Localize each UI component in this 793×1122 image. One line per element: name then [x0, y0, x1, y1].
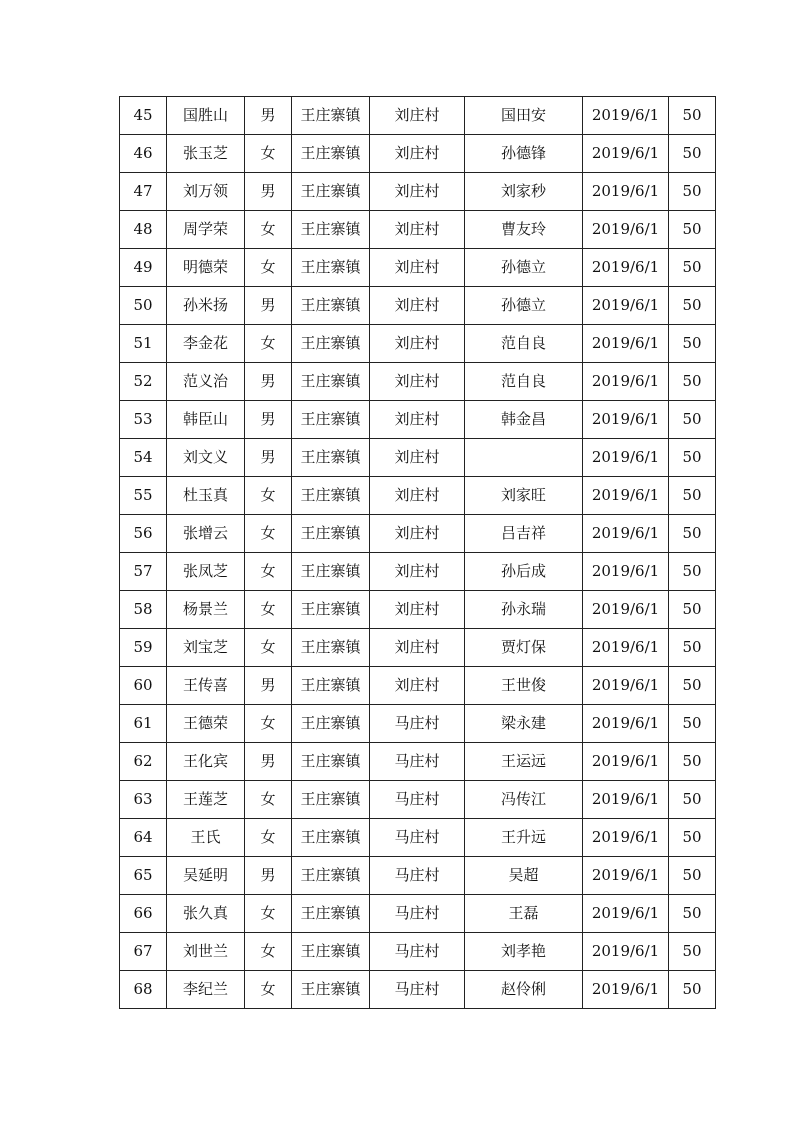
cell-town: 王庄寨镇 — [292, 287, 370, 325]
cell-town: 王庄寨镇 — [292, 363, 370, 401]
cell-name: 张凤芝 — [167, 553, 245, 591]
cell-date: 2019/6/1 — [583, 135, 669, 173]
table-row — [120, 173, 716, 211]
cell-payee: 范自良 — [465, 325, 583, 363]
cell-sex: 男 — [245, 287, 292, 325]
cell-name: 王氏 — [167, 819, 245, 857]
cell-number: 45 — [120, 97, 167, 135]
cell-number: 49 — [120, 249, 167, 287]
cell-amount: 50 — [669, 211, 716, 249]
cell-number: 66 — [120, 895, 167, 933]
cell-payee: 曹友玲 — [465, 211, 583, 249]
cell-payee: 刘孝艳 — [465, 933, 583, 971]
cell-date: 2019/6/1 — [583, 97, 669, 135]
cell-amount: 50 — [669, 667, 716, 705]
cell-town: 王庄寨镇 — [292, 97, 370, 135]
table-row — [120, 553, 716, 591]
cell-town: 王庄寨镇 — [292, 211, 370, 249]
cell-sex: 男 — [245, 363, 292, 401]
cell-town: 王庄寨镇 — [292, 819, 370, 857]
cell-number: 50 — [120, 287, 167, 325]
cell-sex: 女 — [245, 135, 292, 173]
cell-number: 63 — [120, 781, 167, 819]
cell-amount: 50 — [669, 287, 716, 325]
table-row — [120, 895, 716, 933]
cell-amount: 50 — [669, 401, 716, 439]
cell-sex: 男 — [245, 667, 292, 705]
table-row — [120, 325, 716, 363]
cell-town: 王庄寨镇 — [292, 857, 370, 895]
cell-village: 马庄村 — [370, 781, 465, 819]
cell-payee: 孙后成 — [465, 553, 583, 591]
table-row — [120, 743, 716, 781]
table-row — [120, 667, 716, 705]
cell-sex: 女 — [245, 591, 292, 629]
cell-sex: 男 — [245, 743, 292, 781]
cell-name: 吴延明 — [167, 857, 245, 895]
cell-amount: 50 — [669, 325, 716, 363]
cell-payee: 王运远 — [465, 743, 583, 781]
cell-number: 55 — [120, 477, 167, 515]
cell-payee: 孙德立 — [465, 249, 583, 287]
cell-village: 马庄村 — [370, 857, 465, 895]
cell-date: 2019/6/1 — [583, 667, 669, 705]
table-row — [120, 781, 716, 819]
cell-village: 马庄村 — [370, 819, 465, 857]
cell-town: 王庄寨镇 — [292, 515, 370, 553]
cell-number: 59 — [120, 629, 167, 667]
cell-sex: 女 — [245, 819, 292, 857]
cell-name: 杜玉真 — [167, 477, 245, 515]
cell-amount: 50 — [669, 781, 716, 819]
cell-name: 张增云 — [167, 515, 245, 553]
cell-amount: 50 — [669, 363, 716, 401]
cell-amount: 50 — [669, 591, 716, 629]
cell-number: 54 — [120, 439, 167, 477]
cell-number: 65 — [120, 857, 167, 895]
cell-sex: 男 — [245, 173, 292, 211]
table-row — [120, 705, 716, 743]
cell-name: 孙米扬 — [167, 287, 245, 325]
cell-town: 王庄寨镇 — [292, 933, 370, 971]
cell-payee: 贾灯保 — [465, 629, 583, 667]
cell-town: 王庄寨镇 — [292, 705, 370, 743]
cell-number: 57 — [120, 553, 167, 591]
cell-date: 2019/6/1 — [583, 895, 669, 933]
cell-village: 刘庄村 — [370, 97, 465, 135]
cell-village: 刘庄村 — [370, 173, 465, 211]
cell-number: 51 — [120, 325, 167, 363]
cell-date: 2019/6/1 — [583, 287, 669, 325]
cell-payee: 国田安 — [465, 97, 583, 135]
table-row — [120, 135, 716, 173]
table-row — [120, 819, 716, 857]
cell-amount: 50 — [669, 173, 716, 211]
cell-name: 王莲芝 — [167, 781, 245, 819]
cell-sex: 男 — [245, 401, 292, 439]
cell-amount: 50 — [669, 553, 716, 591]
cell-date: 2019/6/1 — [583, 439, 669, 477]
cell-number: 67 — [120, 933, 167, 971]
cell-town: 王庄寨镇 — [292, 439, 370, 477]
cell-date: 2019/6/1 — [583, 553, 669, 591]
cell-amount: 50 — [669, 439, 716, 477]
cell-village: 马庄村 — [370, 895, 465, 933]
cell-village: 刘庄村 — [370, 477, 465, 515]
cell-date: 2019/6/1 — [583, 401, 669, 439]
cell-town: 王庄寨镇 — [292, 325, 370, 363]
cell-date: 2019/6/1 — [583, 515, 669, 553]
table-row — [120, 629, 716, 667]
cell-amount: 50 — [669, 705, 716, 743]
cell-town: 王庄寨镇 — [292, 629, 370, 667]
cell-name: 国胜山 — [167, 97, 245, 135]
cell-village: 马庄村 — [370, 933, 465, 971]
cell-number: 53 — [120, 401, 167, 439]
cell-sex: 女 — [245, 895, 292, 933]
cell-name: 王德荣 — [167, 705, 245, 743]
cell-number: 62 — [120, 743, 167, 781]
cell-number: 56 — [120, 515, 167, 553]
cell-sex: 女 — [245, 629, 292, 667]
cell-name: 韩臣山 — [167, 401, 245, 439]
cell-number: 61 — [120, 705, 167, 743]
cell-date: 2019/6/1 — [583, 211, 669, 249]
cell-date: 2019/6/1 — [583, 933, 669, 971]
table-row — [120, 363, 716, 401]
cell-sex: 男 — [245, 857, 292, 895]
cell-town: 王庄寨镇 — [292, 401, 370, 439]
cell-number: 48 — [120, 211, 167, 249]
cell-town: 王庄寨镇 — [292, 667, 370, 705]
table-row — [120, 591, 716, 629]
cell-date: 2019/6/1 — [583, 477, 669, 515]
cell-town: 王庄寨镇 — [292, 971, 370, 1009]
cell-amount: 50 — [669, 629, 716, 667]
cell-name: 王化宾 — [167, 743, 245, 781]
cell-town: 王庄寨镇 — [292, 173, 370, 211]
cell-name: 张久真 — [167, 895, 245, 933]
cell-date: 2019/6/1 — [583, 249, 669, 287]
cell-town: 王庄寨镇 — [292, 743, 370, 781]
cell-town: 王庄寨镇 — [292, 781, 370, 819]
cell-payee: 赵伶俐 — [465, 971, 583, 1009]
cell-amount: 50 — [669, 933, 716, 971]
cell-name: 刘世兰 — [167, 933, 245, 971]
cell-date: 2019/6/1 — [583, 325, 669, 363]
table-row — [120, 401, 716, 439]
cell-village: 刘庄村 — [370, 135, 465, 173]
cell-village: 刘庄村 — [370, 249, 465, 287]
cell-name: 明德荣 — [167, 249, 245, 287]
cell-date: 2019/6/1 — [583, 363, 669, 401]
table-row — [120, 439, 716, 477]
cell-sex: 女 — [245, 325, 292, 363]
cell-name: 王传喜 — [167, 667, 245, 705]
cell-payee: 韩金昌 — [465, 401, 583, 439]
cell-village: 刘庄村 — [370, 553, 465, 591]
cell-payee: 刘家秒 — [465, 173, 583, 211]
cell-payee: 范自良 — [465, 363, 583, 401]
table-row — [120, 971, 716, 1009]
cell-amount: 50 — [669, 249, 716, 287]
cell-payee: 冯传江 — [465, 781, 583, 819]
cell-payee: 孙德立 — [465, 287, 583, 325]
cell-village: 刘庄村 — [370, 515, 465, 553]
cell-amount: 50 — [669, 971, 716, 1009]
cell-date: 2019/6/1 — [583, 971, 669, 1009]
table-row — [120, 287, 716, 325]
cell-payee: 刘家旺 — [465, 477, 583, 515]
cell-payee: 孙永瑞 — [465, 591, 583, 629]
cell-date: 2019/6/1 — [583, 705, 669, 743]
cell-payee: 梁永建 — [465, 705, 583, 743]
cell-amount: 50 — [669, 819, 716, 857]
cell-village: 刘庄村 — [370, 363, 465, 401]
cell-date: 2019/6/1 — [583, 857, 669, 895]
cell-town: 王庄寨镇 — [292, 135, 370, 173]
cell-sex: 男 — [245, 439, 292, 477]
table-row — [120, 857, 716, 895]
cell-village: 刘庄村 — [370, 629, 465, 667]
cell-village: 马庄村 — [370, 743, 465, 781]
cell-payee: 王世俊 — [465, 667, 583, 705]
cell-amount: 50 — [669, 135, 716, 173]
cell-village: 刘庄村 — [370, 439, 465, 477]
table-row — [120, 515, 716, 553]
cell-date: 2019/6/1 — [583, 591, 669, 629]
table-row — [120, 97, 716, 135]
cell-date: 2019/6/1 — [583, 743, 669, 781]
cell-name: 李纪兰 — [167, 971, 245, 1009]
cell-sex: 女 — [245, 553, 292, 591]
cell-amount: 50 — [669, 857, 716, 895]
cell-amount: 50 — [669, 515, 716, 553]
cell-number: 52 — [120, 363, 167, 401]
cell-village: 马庄村 — [370, 971, 465, 1009]
cell-sex: 女 — [245, 211, 292, 249]
table-row — [120, 477, 716, 515]
cell-town: 王庄寨镇 — [292, 895, 370, 933]
cell-town: 王庄寨镇 — [292, 249, 370, 287]
cell-payee: 吕吉祥 — [465, 515, 583, 553]
table-row — [120, 933, 716, 971]
cell-name: 刘万领 — [167, 173, 245, 211]
cell-name: 周学荣 — [167, 211, 245, 249]
cell-sex: 女 — [245, 249, 292, 287]
cell-village: 刘庄村 — [370, 325, 465, 363]
cell-amount: 50 — [669, 477, 716, 515]
table-row — [120, 211, 716, 249]
cell-number: 58 — [120, 591, 167, 629]
cell-name: 范义治 — [167, 363, 245, 401]
cell-date: 2019/6/1 — [583, 819, 669, 857]
table-row — [120, 249, 716, 287]
cell-number: 68 — [120, 971, 167, 1009]
cell-name: 杨景兰 — [167, 591, 245, 629]
cell-village: 刘庄村 — [370, 591, 465, 629]
cell-town: 王庄寨镇 — [292, 553, 370, 591]
cell-date: 2019/6/1 — [583, 629, 669, 667]
cell-number: 47 — [120, 173, 167, 211]
cell-name: 李金花 — [167, 325, 245, 363]
cell-payee — [465, 439, 583, 477]
cell-sex: 女 — [245, 933, 292, 971]
cell-village: 马庄村 — [370, 705, 465, 743]
cell-sex: 男 — [245, 97, 292, 135]
cell-sex: 女 — [245, 515, 292, 553]
cell-town: 王庄寨镇 — [292, 591, 370, 629]
cell-name: 刘文义 — [167, 439, 245, 477]
cell-amount: 50 — [669, 895, 716, 933]
cell-sex: 女 — [245, 705, 292, 743]
cell-date: 2019/6/1 — [583, 173, 669, 211]
cell-sex: 女 — [245, 971, 292, 1009]
cell-payee: 王升远 — [465, 819, 583, 857]
record-table-body — [120, 97, 716, 1009]
cell-name: 刘宝芝 — [167, 629, 245, 667]
cell-amount: 50 — [669, 97, 716, 135]
cell-number: 64 — [120, 819, 167, 857]
cell-village: 刘庄村 — [370, 287, 465, 325]
record-table — [119, 96, 716, 1009]
cell-town: 王庄寨镇 — [292, 477, 370, 515]
cell-number: 46 — [120, 135, 167, 173]
cell-name: 张玉芝 — [167, 135, 245, 173]
cell-sex: 女 — [245, 781, 292, 819]
cell-payee: 王磊 — [465, 895, 583, 933]
cell-payee: 吴超 — [465, 857, 583, 895]
cell-village: 刘庄村 — [370, 401, 465, 439]
cell-sex: 女 — [245, 477, 292, 515]
cell-village: 刘庄村 — [370, 211, 465, 249]
cell-payee: 孙德锋 — [465, 135, 583, 173]
cell-number: 60 — [120, 667, 167, 705]
cell-village: 刘庄村 — [370, 667, 465, 705]
cell-amount: 50 — [669, 743, 716, 781]
cell-date: 2019/6/1 — [583, 781, 669, 819]
